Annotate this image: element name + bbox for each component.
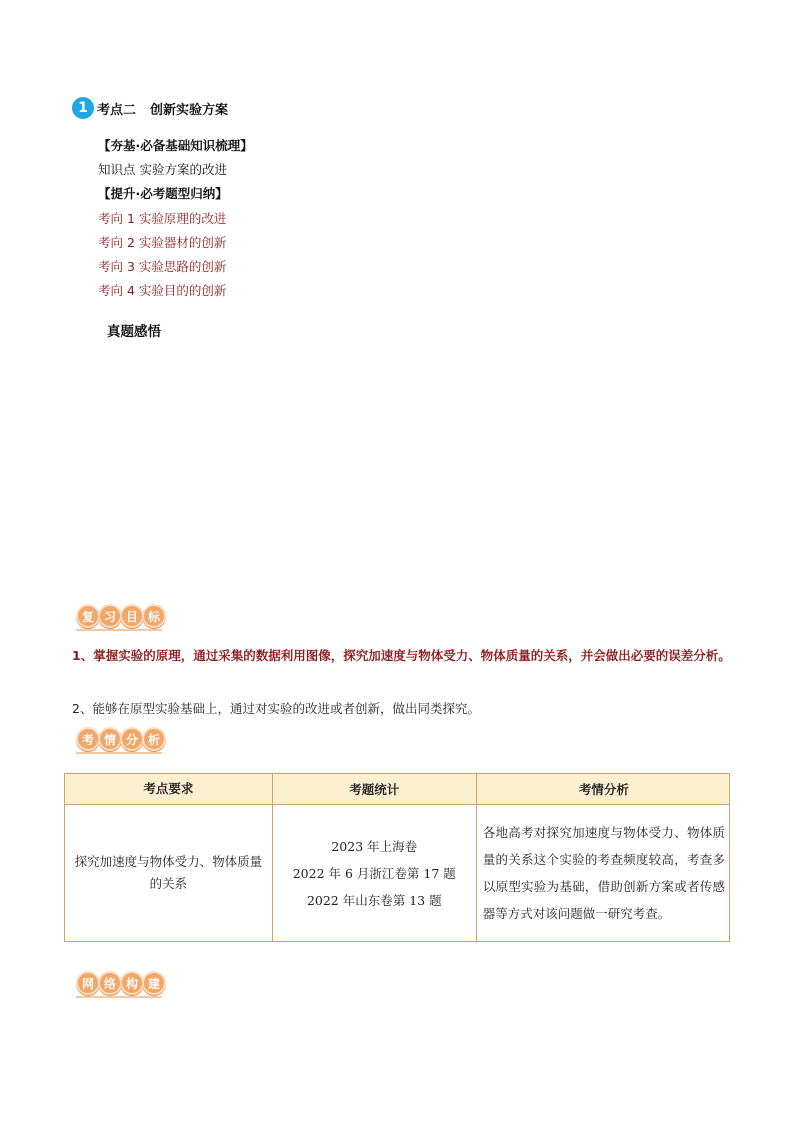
- badge-char: 构: [120, 971, 144, 995]
- badge-char: 网: [76, 971, 100, 995]
- goal-2: 2、能够在原型实验基础上，通过对实验的改进或者创新，做出同类探究。: [72, 701, 480, 716]
- badge-char: 考: [76, 727, 100, 751]
- table-header: 考点要求: [65, 774, 273, 805]
- requirement-cell: 探究加速度与物体受力、物体质量的关系: [65, 805, 273, 942]
- table-header: 考题统计: [272, 774, 476, 805]
- badge-char: 目: [120, 604, 144, 628]
- network-badge: [76, 971, 164, 998]
- exam-analysis-table: [64, 773, 730, 942]
- badge-char: 标: [142, 604, 166, 628]
- table-row: [65, 805, 730, 942]
- badge-char: 建: [142, 971, 166, 995]
- toc: [98, 134, 253, 303]
- stats-cell: [272, 805, 476, 942]
- badge-char: 情: [98, 727, 122, 751]
- table-header-row: [65, 774, 730, 805]
- stats-line: 2023 年上海卷: [331, 838, 418, 854]
- badge-char: 分: [120, 727, 144, 751]
- badge-underline: [76, 629, 162, 631]
- section-heading: [72, 96, 228, 120]
- zhenti-heading: 真题感悟: [107, 324, 161, 340]
- section-label: 考点二: [97, 102, 137, 118]
- section-number-icon: 1: [72, 97, 94, 119]
- stats-line: 2022 年 6 月浙江卷第 17 题: [292, 865, 456, 881]
- toc-item[interactable]: 考向 1 实验原理的改进: [98, 210, 227, 226]
- badge-underline: [76, 996, 162, 998]
- toc-item[interactable]: 考向 3 实验思路的创新: [98, 259, 227, 275]
- badge-underline: [76, 752, 162, 754]
- table-header: 考情分析: [476, 774, 729, 805]
- section-title: [97, 99, 228, 118]
- toc-item[interactable]: 考向 2 实验器材的创新: [98, 234, 227, 250]
- badge-char: 复: [76, 604, 100, 628]
- toc-knowledge-point: 知识点 实验方案的改进: [98, 162, 227, 178]
- toc-item[interactable]: 考向 4 实验目的的创新: [98, 283, 227, 299]
- badge-char: 习: [98, 604, 122, 628]
- badge-char: 析: [142, 727, 166, 751]
- review-goals-badge: [76, 604, 164, 631]
- analysis-cell: 各地高考对探究加速度与物体受力、物体质量的关系这个实验的考查频度较高，考查多以原型实验为基础，借助创新方案或者传感器等方式对该问题做一研究考查。: [476, 805, 729, 942]
- toc-basics-heading: 【夯基·必备基础知识梳理】: [98, 138, 253, 153]
- section-name: 创新实验方案: [150, 102, 229, 118]
- exam-analysis-badge: [76, 727, 164, 754]
- goal-1: 1、掌握实验的原理，通过采集的数据利用图像，探究加速度与物体受力、物体质量的关系，并会做出必要的误差分析。: [72, 648, 731, 663]
- badge-char: 络: [98, 971, 122, 995]
- stats-line: 2022 年山东卷第 13 题: [306, 892, 442, 908]
- toc-improve-heading: 【提升·必考题型归纳】: [98, 186, 228, 202]
